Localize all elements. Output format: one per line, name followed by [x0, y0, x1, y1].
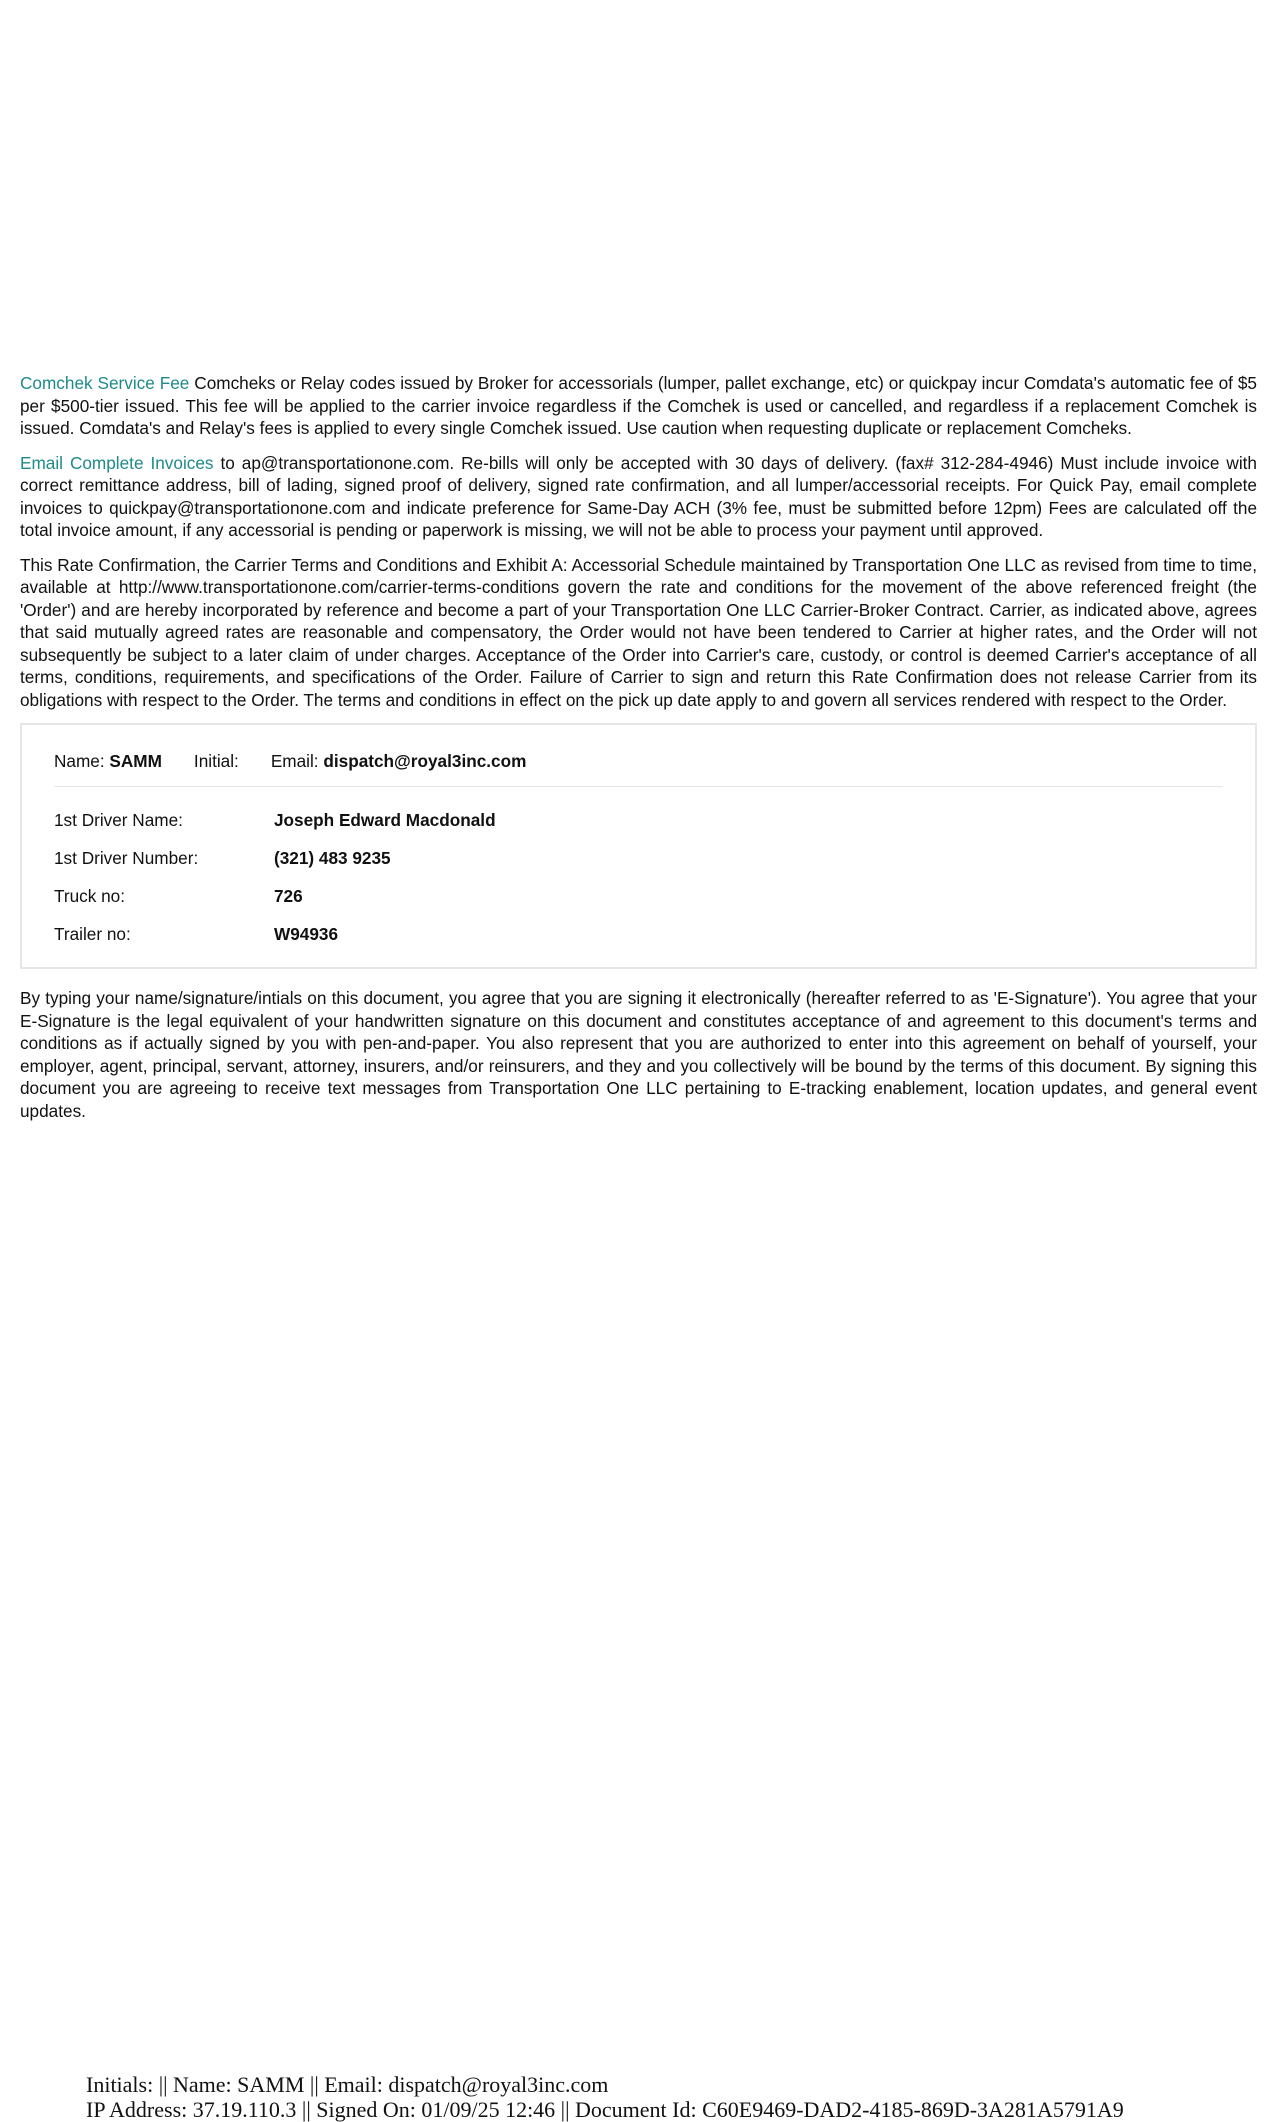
truck-label: Truck no:: [54, 885, 125, 906]
email-invoices-paragraph: [20, 452, 1257, 542]
email-invoices-heading: Email Complete Invoices: [20, 452, 214, 473]
signer-initial-label: Initial:: [193, 751, 239, 771]
signer-email: [271, 751, 527, 772]
driver-name-label: 1st Driver Name:: [54, 809, 183, 830]
footer-line-audit: IP Address: 37.19.110.3 || Signed On: 01/09/25 12:46 || Document Id: C60E9469-DAD2-4185-869D-3A281A5791A9: [86, 2097, 1124, 2122]
driver-number-row: [54, 839, 1223, 877]
driver-details: [54, 787, 1223, 953]
driver-name-value: Joseph Edward Macdonald: [274, 809, 496, 830]
comchek-fee-paragraph: [20, 372, 1257, 440]
signer-name: [54, 751, 162, 772]
comchek-fee-heading: Comchek Service Fee: [20, 373, 190, 393]
esignature-paragraph: By typing your name/signature/intials on this document, you agree that you are signing it electronically (hereafter referred to as 'E-Signature'). You agree that your E-Signature is the legal equivalent of your handwritten signature on this document and constitutes acceptance of and agreement to this document's terms and conditions as if actually signed by you with pen-and-paper. You also represent that you are authorized to enter into this agreement on behalf of yourself, your employer, agent, principal, servant, attorney, insurers, and/or reinsurers, and they and you collectively will be bound by the terms of this document. By signing this document you are agreeing to receive text messages from Transportation One LLC pertaining to E-tracking enablement, location updates, and general event updates.: [20, 988, 1257, 1121]
driver-name-row: [54, 801, 1223, 839]
truck-value: 726: [274, 885, 303, 906]
driver-number-value: (321) 483 9235: [274, 847, 391, 868]
footer-line-signer: Initials: || Name: SAMM || Email: dispatch@royal3inc.com: [86, 2072, 609, 2097]
signature-footer: [86, 2072, 1124, 2122]
driver-number-label: 1st Driver Number:: [54, 847, 199, 868]
trailer-label: Trailer no:: [54, 923, 131, 944]
signer-info: [54, 751, 1223, 787]
trailer-value: W94936: [274, 923, 339, 944]
comchek-fee-text: Comcheks or Relay codes issued by Broker for accessorials (lumper, pallet exchange, etc) or quickpay incur Comdata's automatic fee of $5 per $500-tier issued. This fee will be applied to the carrier invoice regardless if the Comchek is used or cancelled, and regardless if a replacement Comchek is issued. Comdata's and Relay's fees is applied to every single Comchek issued. Use caution when requesting duplicate or replacement Comcheks.: [20, 373, 1257, 438]
document-body: [20, 372, 1257, 1134]
signer-name-label: Name:: [54, 751, 105, 771]
signer-name-value: SAMM: [109, 751, 162, 771]
signer-initial: [194, 751, 239, 772]
email-invoices-text: to ap@transportationone.com. Re-bills will only be accepted with 30 days of delivery. (fax# 312-284-4946) Must include invoice with correct remittance address, bill of lading, signed proof of delivery, signed rate confirmation, and all lumper/accessorial receipts. For Quick Pay, email complete invoices to quickpay@transportationone.com and indicate preference for Same-Day ACH (3% fee, must be submitted before 12pm) Fees are calculated off the total invoice amount, if any accessorial is pending or paperwork is missing, we will not be able to process your payment until approved.: [20, 452, 1257, 540]
trailer-row: [54, 915, 1223, 953]
terms-paragraph: This Rate Confirmation, the Carrier Terms and Conditions and Exhibit A: Accessorial Schedule maintained by Transportation One LLC as revised from time to time, available at http://www.transportationone.com/carrier-terms-conditions govern the rate and conditions for the movement of the above referenced freight (the 'Order') and are hereby incorporated by reference and become a part of your Transportation One LLC Carrier-Broker Contract. Carrier, as indicated above, agrees that said mutually agreed rates are reasonable and compensatory, the Order would not have been tendered to Carrier at higher rates, and the Order will not subsequently be subject to a later claim of under charges. Acceptance of the Order into Carrier's care, custody, or control is deemed Carrier's acceptance of all terms, conditions, requirements, and specifications of the Order. Failure of Carrier to sign and return this Rate Confirmation does not release Carrier from its obligations with respect to the Order. The terms and conditions in effect on the pick up date apply to and govern all services rendered with respect to the Order.: [20, 554, 1257, 710]
signature-box: [20, 723, 1257, 969]
truck-row: [54, 877, 1223, 915]
signer-email-label: Email:: [270, 751, 319, 771]
signer-email-value: dispatch@royal3inc.com: [323, 751, 527, 771]
